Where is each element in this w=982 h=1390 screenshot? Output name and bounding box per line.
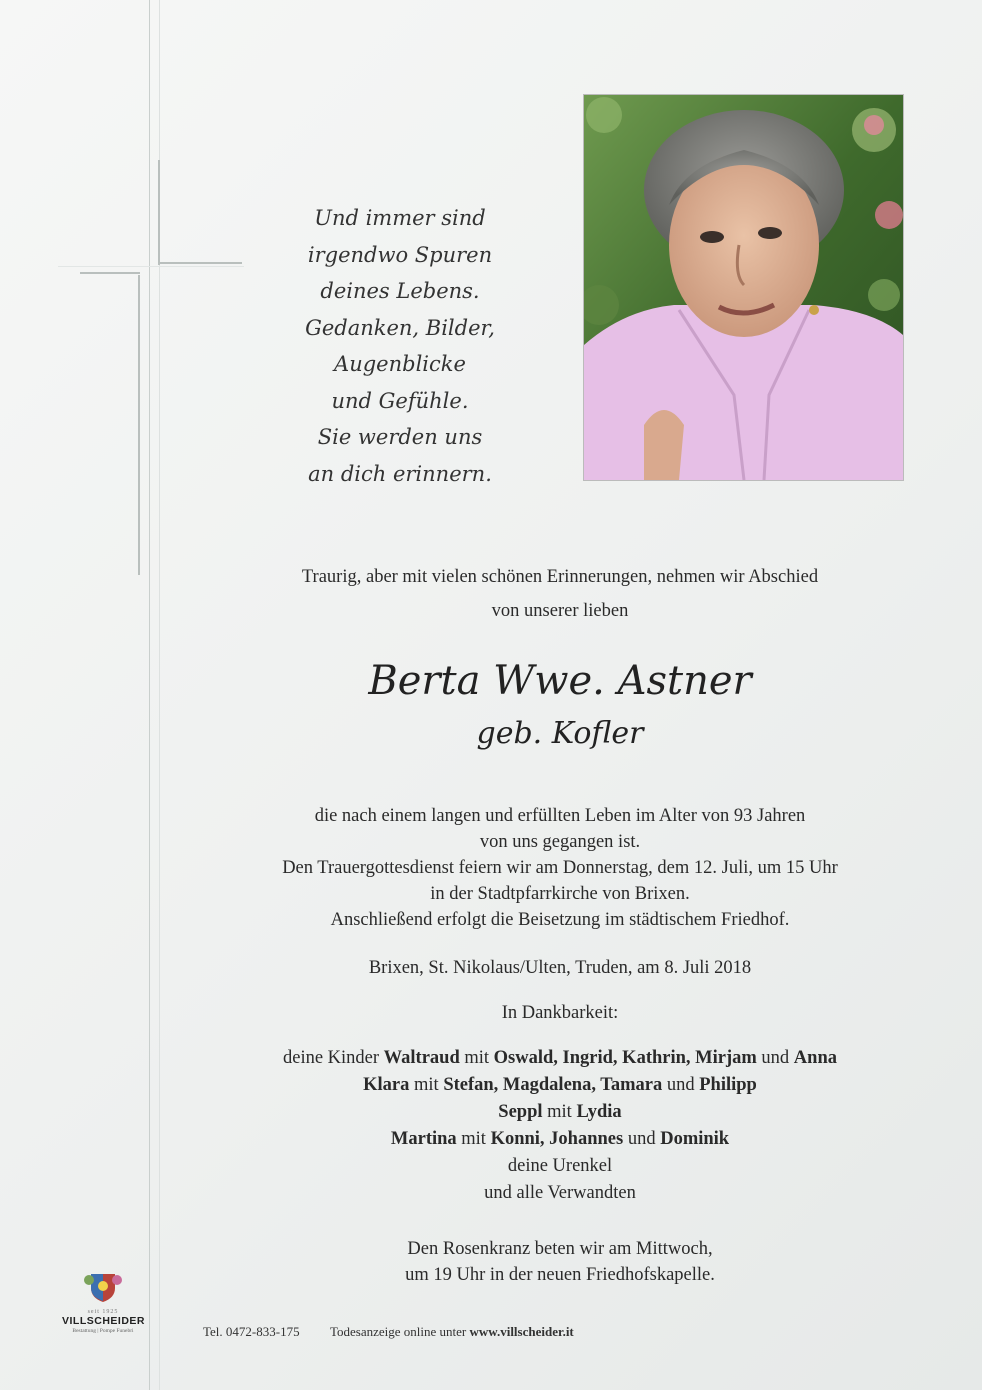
family-name: Dominik <box>660 1129 730 1149</box>
coat-of-arms-icon <box>83 1270 123 1304</box>
family-name: Klara <box>363 1075 410 1095</box>
quote-line: Gedanken, Bilder, <box>305 315 495 340</box>
footer-website <box>330 1324 574 1340</box>
family-line <box>180 1126 940 1153</box>
family-name: Martina <box>390 1129 457 1149</box>
family-name: Konni, Johannes <box>490 1129 624 1149</box>
quote-line: Und immer sind <box>314 206 486 230</box>
family-list <box>180 1045 940 1207</box>
family-line <box>180 1099 940 1126</box>
family-name: Oswald, Ingrid, Kathrin, Mirjam <box>493 1048 757 1068</box>
family-name: Stefan, Magdalena, Tamara <box>443 1075 663 1095</box>
rosary-notice <box>180 1236 940 1288</box>
rosary-line: Den Rosenkranz beten wir am Mittwoch, <box>407 1239 713 1259</box>
thanks-heading: In Dankbarkeit: <box>501 1003 619 1023</box>
family-name: Lydia <box>576 1102 622 1122</box>
family-name: Waltraud <box>383 1048 460 1068</box>
place-date: Brixen, St. Nikolaus/Ulten, Truden, am 8. Juli 2018 <box>368 958 752 978</box>
quote-line: und Gefühle. <box>331 388 469 413</box>
family-text: mit <box>456 1129 491 1149</box>
quote-line: an dich erinnern. <box>308 461 492 486</box>
family-text: und <box>623 1129 661 1149</box>
logo-tagline: Bestattung | Pompe Funebri <box>72 1328 134 1334</box>
announcement-line: Den Trauergottesdienst feiern wir am Donnerstag, dem 12. Juli, um 15 Uhr <box>282 858 838 878</box>
memorial-quote <box>280 200 520 492</box>
family-text: mit <box>459 1048 494 1068</box>
announcement-text <box>180 803 940 933</box>
footer-phone: Tel. 0472-833-175 <box>203 1324 300 1339</box>
website-link[interactable]: www.villscheider.it <box>469 1324 574 1339</box>
footer-website-prefix: Todesanzeige online unter <box>330 1324 470 1339</box>
announcement-line: in der Stadtpfarrkirche von Brixen. <box>430 884 690 904</box>
family-line <box>180 1072 940 1099</box>
portrait-photo <box>583 94 904 481</box>
intro-line: von unserer lieben <box>491 601 629 621</box>
family-line <box>180 1045 940 1072</box>
family-line: deine Urenkel <box>507 1156 613 1176</box>
deceased-name: Berta Wwe. Astner <box>368 658 752 704</box>
family-name: Philipp <box>699 1075 757 1095</box>
family-text: und <box>756 1048 794 1068</box>
family-name: Anna <box>793 1048 837 1068</box>
funeral-home-logo <box>62 1270 144 1334</box>
logo-brand: VILLSCHEIDER <box>62 1315 146 1327</box>
family-text: mit <box>409 1075 444 1095</box>
quote-line: irgendwo Spuren <box>307 242 493 267</box>
family-name: Seppl <box>498 1102 543 1122</box>
logo-since: seit 1925 <box>87 1309 119 1315</box>
announcement-line: Anschließend erfolgt die Beisetzung im städtischem Friedhof. <box>330 910 790 930</box>
intro-line: Traurig, aber mit vielen schönen Erinnerungen, nehmen wir Abschied <box>301 567 819 587</box>
family-text: deine Kinder <box>282 1048 384 1068</box>
family-text: mit <box>542 1102 577 1122</box>
intro-text <box>180 560 940 628</box>
quote-line: Sie werden uns <box>317 425 483 449</box>
family-text: und <box>662 1075 700 1095</box>
family-line: und alle Verwandten <box>484 1183 636 1203</box>
quote-line: Augenblicke <box>334 352 466 376</box>
announcement-line: die nach einem langen und erfüllten Leben im Alter von 93 Jahren <box>314 806 806 826</box>
quote-line: deines Lebens. <box>320 279 480 303</box>
rosary-line: um 19 Uhr in der neuen Friedhofskapelle. <box>405 1265 715 1285</box>
maiden-name: geb. Kofler <box>476 716 644 751</box>
announcement-line: von uns gegangen ist. <box>479 832 641 852</box>
